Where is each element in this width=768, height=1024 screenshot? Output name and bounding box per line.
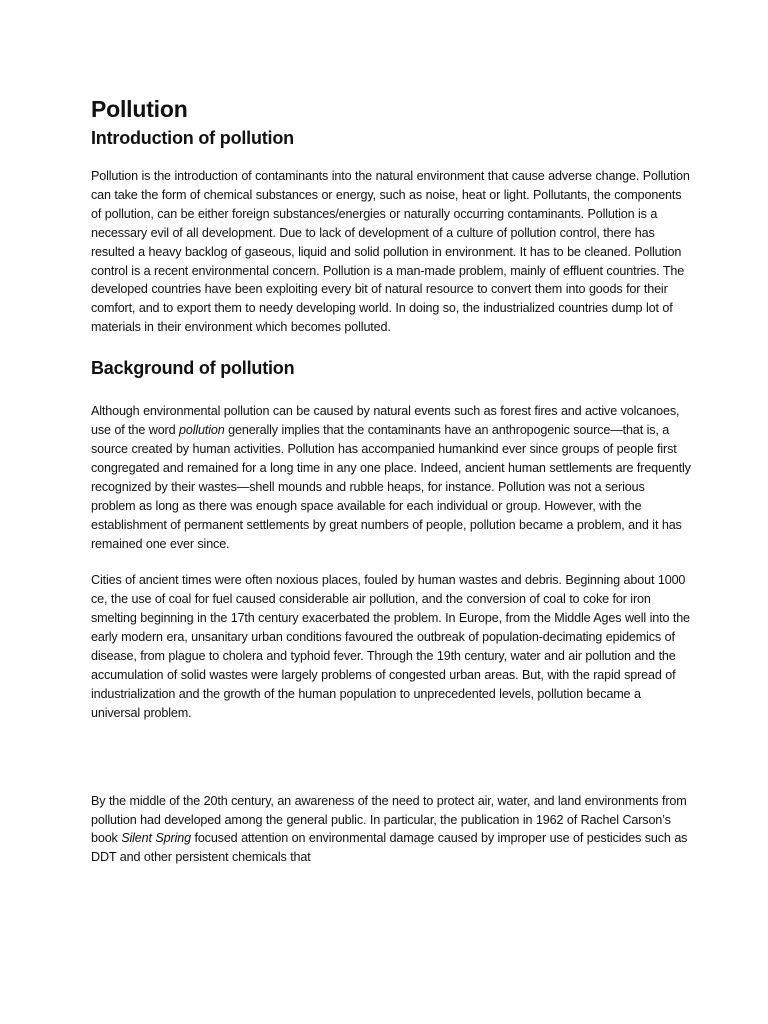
bg-p1-italic-term: pollution <box>179 423 225 438</box>
document-page <box>91 95 691 867</box>
bg-p3-text-end: focused attention on environmental damage caused by improper use of pesticides such as DDT and other persistent chemicals that <box>91 831 688 865</box>
background-paragraph-1 <box>91 402 691 553</box>
background-paragraph-2: Cities of ancient times were often noxious places, fouled by human wastes and debris. Beginning about 1000 ce, the use of coal for fuel caused considerable air pollution, and the conversion of coal to coke for iron smelting beginning in the 17th century exacerbated the problem. In Europe, from the Middle Ages well into the early modern era, unsanitary urban conditions favoured the outbreak of population-decimating epidemics of disease, from plague to cholera and typhoid fever. Through the 19th century, water and air pollution and the accumulation of solid wastes were largely problems of congested urban areas. But, with the rapid spread of industrialization and the growth of the human population to unprecedented levels, pollution became a universal problem. <box>91 573 690 720</box>
document-title: Pollution <box>91 96 188 122</box>
background-paragraph-3 <box>91 792 691 868</box>
intro-paragraph: Pollution is the introduction of contaminants into the natural environment that cause adverse change. Pollution can take the form of chemical substances or energy, such as noise, heat or light. Pollutants, the components of pollution, can be either foreign substances/energies or naturally occurring contaminants. Pollution is a necessary evil of all development. Due to lack of development of a culture of pollution control, there has resulted a heavy backlog of gaseous, liquid and solid pollution in environment. It has to be cleaned. Pollution control is a recent environmental concern. Pollution is a man-made problem, mainly of effluent countries. The developed countries have been exploiting every bit of natural resource to convert them into goods for their comfort, and to export them to needy developing world. In doing so, the industrialized countries dump lot of materials in their environment which becomes polluted. <box>91 169 690 335</box>
bg-p3-text-start: By the middle of the 20th century, an awareness of the need to protect air, water, and land environments from pollution had developed among the general public. In particular, the publication in 1962 of Rachel Carson’s book <box>91 793 687 846</box>
bg-p1-text-start: Although environmental pollution can be caused by natural events such as forest fires and active volcanoes, use of the word <box>91 404 680 438</box>
background-heading: Background of pollution <box>91 358 295 379</box>
bg-p1-text-end: generally implies that the contaminants have an anthropogenic source—that is, a source created by human activities. Pollution has accompanied humankind ever since groups of people first congregated and remained for a long time in any one place. Indeed, ancient human settlements are frequently recognized by their wastes—shell mounds and rubble heaps, for instance. Pollution was not a serious problem as long as there was enough space available for each individual or group. However, with the establishment of permanent settlements by great numbers of people, pollution became a problem, and it has remained one ever since. <box>91 423 691 551</box>
intro-heading: Introduction of pollution <box>91 128 294 148</box>
bg-p3-book-title: Silent Spring <box>121 831 191 846</box>
